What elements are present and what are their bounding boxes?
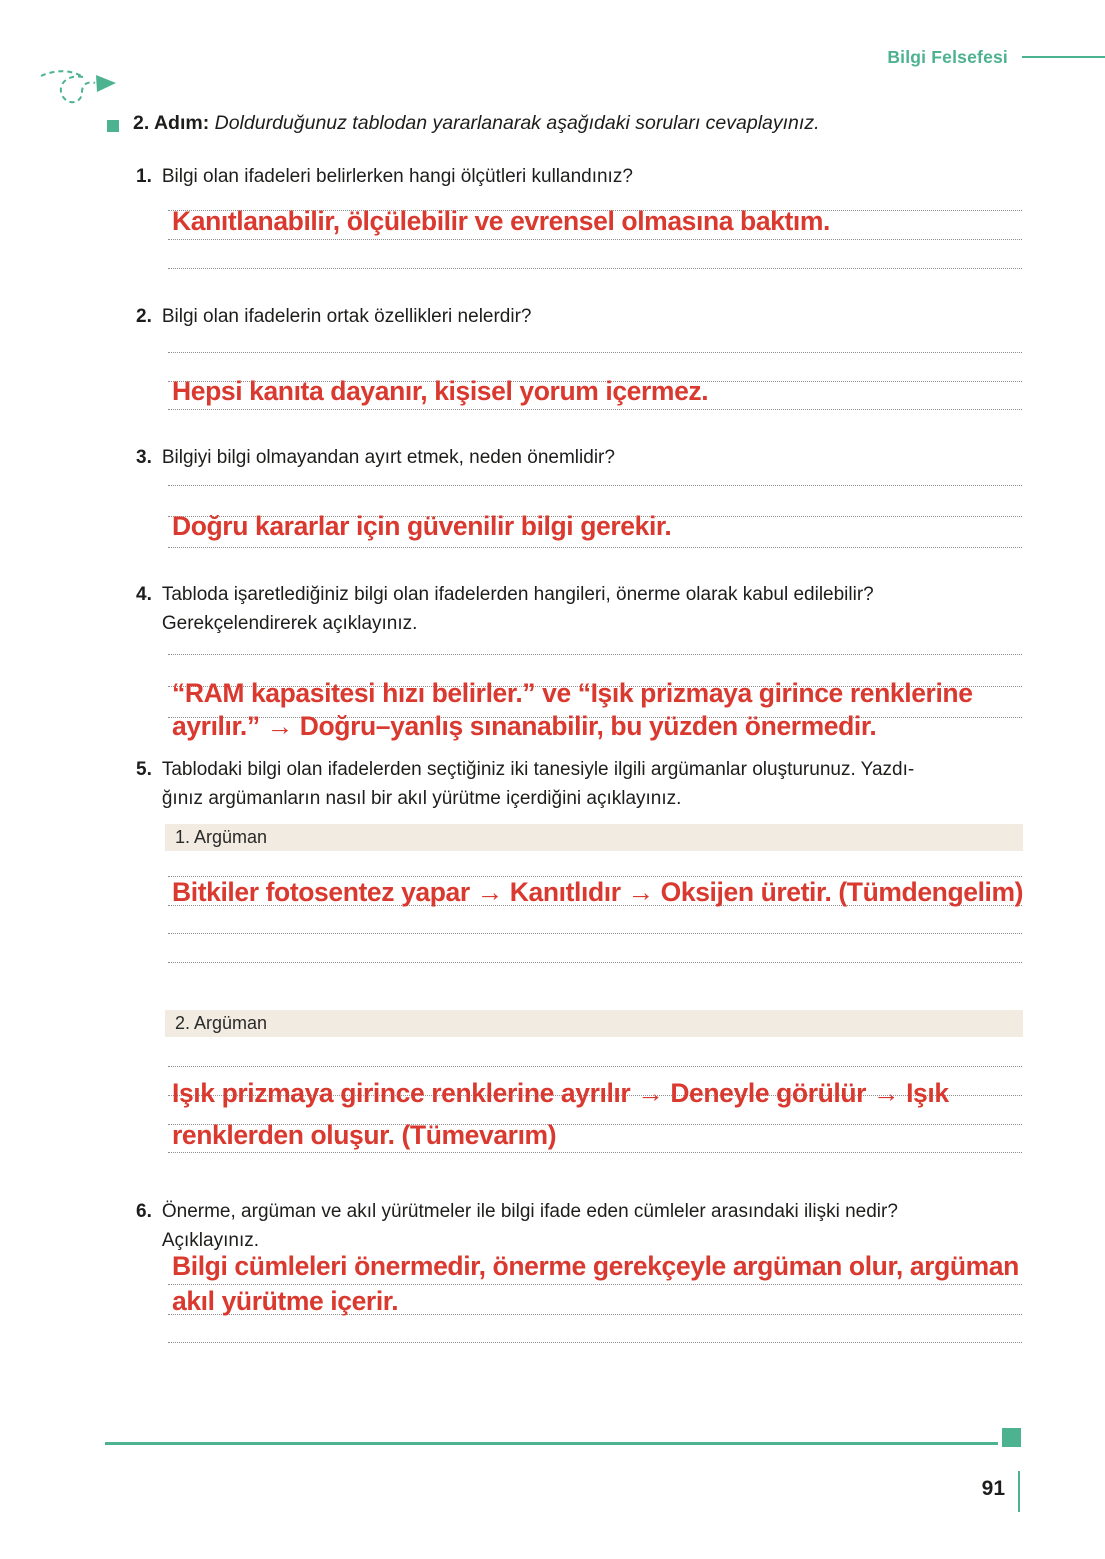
- footer-rule: [105, 1442, 998, 1445]
- question-1-text: Bilgi olan ifadeleri belirlerken hangi ölçütleri kullandınız?: [161, 166, 633, 187]
- question-3-text: Bilgiyi bilgi olmayandan ayırt etmek, neden önemlidir?: [161, 447, 615, 468]
- answer-3-text: Doğru kararlar için güvenilir bilgi gerekir.: [172, 511, 672, 541]
- question-5-text-line2: ğınız argümanların nasıl bir akıl yürütme içerdiğini açıklayınız.: [161, 788, 682, 809]
- question-3: [136, 443, 1030, 472]
- step-bullet-square: [107, 120, 119, 132]
- question-6-text-line1: Önerme, argüman ve akıl yürütmeler ile bilgi ifade eden cümleler arasındaki ilişki nedir?: [161, 1201, 898, 1222]
- question-4-text-line1: Tabloda işaretlediğiniz bilgi olan ifadelerden hangileri, önerme olarak kabul edilebilir?: [161, 584, 874, 605]
- question-4: [136, 580, 1030, 638]
- answer-ruled-line: [168, 239, 1022, 240]
- step-instruction-text: Doldurduğunuz tablodan yararlanarak aşağıdaki soruları cevaplayınız.: [214, 112, 820, 134]
- page-header-title: Bilgi Felsefesi: [887, 47, 1008, 67]
- page-number: 91: [981, 1477, 1005, 1500]
- question-6-text-line2: Açıklayınız.: [161, 1230, 260, 1251]
- question-5-number: 5.: [136, 759, 152, 780]
- answer-4-text-line1: “RAM kapasitesi hızı belirler.” ve “Işık prizmaya girince renklerine: [172, 678, 973, 708]
- footer-square: [1002, 1428, 1021, 1447]
- question-6-number: 6.: [136, 1201, 152, 1222]
- question-1-number: 1.: [136, 166, 152, 187]
- question-5-text: [162, 755, 1030, 813]
- answer-ruled-line: [168, 962, 1022, 963]
- question-2: [136, 302, 1030, 331]
- header-rule: [1022, 56, 1105, 58]
- answer-ruled-line: [168, 1152, 1022, 1153]
- answer-ruled-line: [168, 268, 1022, 269]
- step-instruction-row: [133, 112, 1033, 135]
- answer-ruled-line: [168, 352, 1022, 353]
- argument-2-label: 2. Argüman: [175, 1013, 268, 1033]
- argument-1-label-bar: [165, 824, 1023, 851]
- answer-ruled-line: [168, 1066, 1022, 1067]
- answer-2-text: Hepsi kanıta dayanır, kişisel yorum içermez.: [172, 376, 709, 406]
- argument-2-answer-line1: Işık prizmaya girince renklerine ayrılır → Deneyle görülür → Işık: [172, 1078, 949, 1108]
- question-1: [136, 162, 1030, 191]
- answer-6-text-line2: akıl yürütme içerir.: [172, 1286, 399, 1316]
- question-3-number: 3.: [136, 447, 152, 468]
- question-4-text: [162, 580, 1030, 638]
- answer-ruled-line: [168, 409, 1022, 410]
- answer-ruled-line: [168, 654, 1022, 655]
- answer-4-text-line2: ayrılır.” → Doğru–yanlış sınanabilir, bu yüzden önermedir.: [172, 711, 877, 741]
- question-2-text: Bilgi olan ifadelerin ortak özellikleri nelerdir?: [161, 306, 532, 327]
- question-6-text: [162, 1197, 1030, 1255]
- answer-ruled-line: [168, 1342, 1022, 1343]
- answer-ruled-line: [168, 547, 1022, 548]
- question-5-text-line1: Tablodaki bilgi olan ifadelerden seçtiğiniz iki tanesiyle ilgili argümanlar oluşturunuz. Yazdı-: [161, 759, 915, 780]
- question-5: [136, 755, 1030, 813]
- squiggle-arrow-icon: [38, 64, 120, 116]
- question-6: [136, 1197, 1030, 1255]
- argument-2-label-bar: [165, 1010, 1023, 1037]
- answer-1-text: Kanıtlanabilir, ölçülebilir ve evrensel olmasına baktım.: [172, 206, 831, 236]
- answer-ruled-line: [168, 485, 1022, 486]
- argument-2-answer-line2: renklerden oluşur. (Tümevarım): [172, 1120, 557, 1150]
- answer-6-text-line1: Bilgi cümleleri önermedir, önerme gerekçeyle argüman olur, argüman: [172, 1251, 1019, 1281]
- question-4-number: 4.: [136, 584, 152, 605]
- page-number-rule: [1018, 1471, 1020, 1512]
- argument-1-answer-text: Bitkiler fotosentez yapar → Kanıtlıdır → Oksijen üretir. (Tümdengelim): [172, 877, 1024, 907]
- question-2-number: 2.: [136, 306, 152, 327]
- step-label: 2. Adım:: [133, 112, 210, 134]
- answer-ruled-line: [168, 933, 1022, 934]
- argument-1-label: 1. Argüman: [175, 827, 268, 847]
- question-4-text-line2: Gerekçelendirerek açıklayınız.: [161, 613, 418, 634]
- answer-ruled-line: [168, 1284, 1022, 1285]
